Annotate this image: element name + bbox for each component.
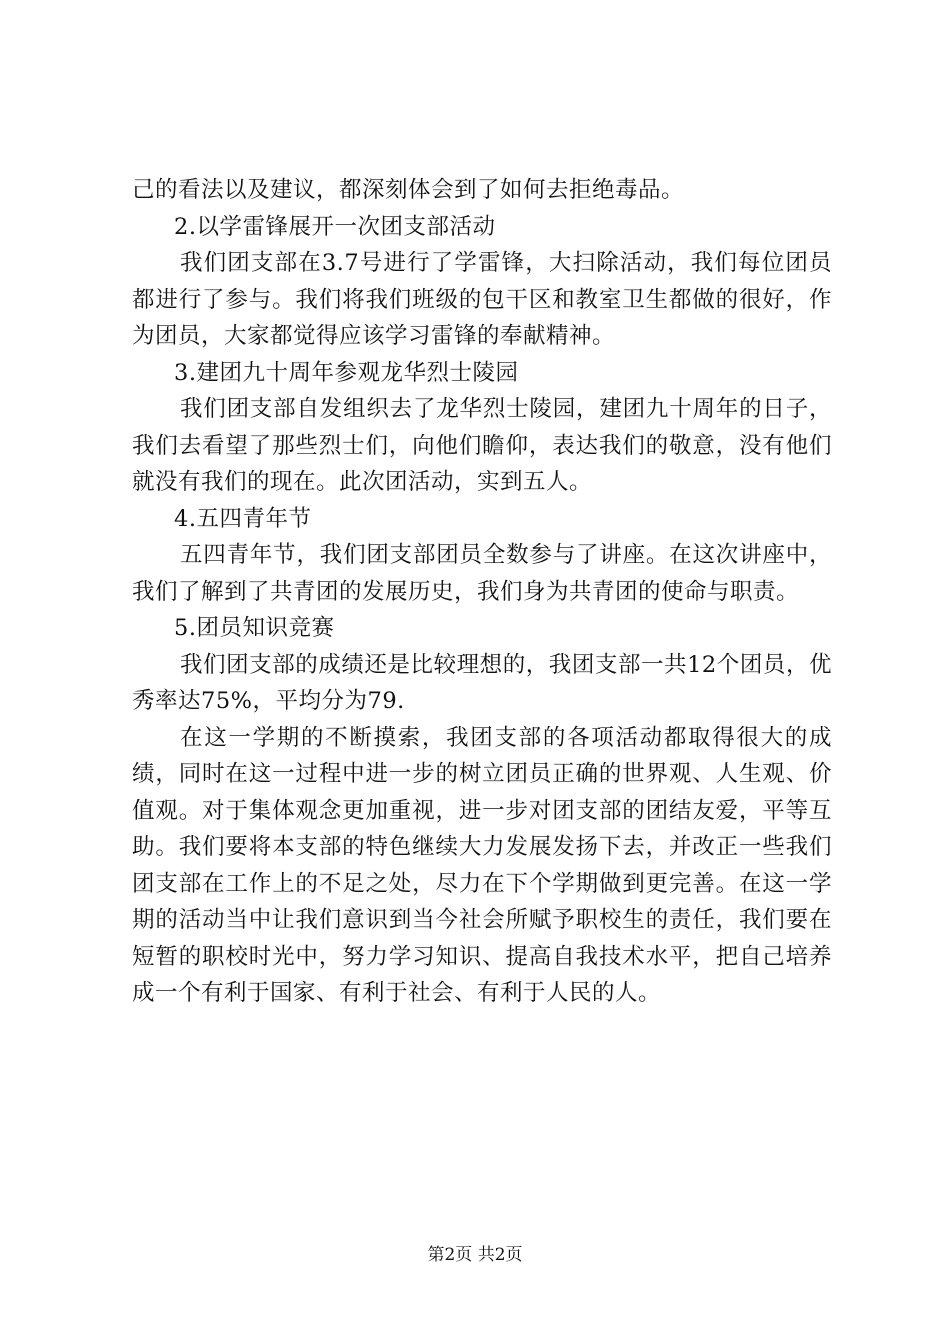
section-heading-4: 4.五四青年节 — [174, 505, 312, 532]
section-paragraph-3: 我们团支部自发组织去了龙华烈士陵园，建团九十周年的日子，我们去看望了那些烈士们，向他们瞻仰，表达我们的敬意，没有他们就没有我们的现在。此次团活动，实到五人。 — [132, 396, 832, 495]
section-heading-5: 5.团员知识竞赛 — [174, 615, 335, 641]
section-paragraph-5: 我们团支部的成绩还是比较理想的，我团支部一共12个团员，优秀率达75%，平均分为79. — [132, 651, 832, 714]
section-heading-3: 3.建团九十周年参观龙华烈士陵园 — [174, 359, 519, 386]
continuation-paragraph: 己的看法以及建议，都深刻体会到了如何去拒绝毒品。 — [132, 177, 685, 203]
section-paragraph-4: 五四青年节，我们团支部团员全数参与了讲座。在这次讲座中，我们了解到了共青团的发展历史，我们身为共青团的使命与职责。 — [132, 542, 832, 605]
document-body — [132, 172, 832, 1012]
summary-paragraph: 在这一学期的不断摸索，我团支部的各项活动都取得很大的成绩，同时在这一过程中进一步的树立团员正确的世界观、人生观、价值观。对于集体观念更加重视，进一步对团支部的团结友爱，平等互助。我们要将本支部的特色继续大力发展发扬下去，并改正一些我们团支部在工作上的不足之处，尽力在下个学期做到更完善。在这一学期的活动当中让我们意识到当今社会所赋予职校生的责任，我们要在短暂的职校时光中，努力学习知识、提高自我技术水平，把自己培养成一个有利于国家、有利于社会、有利于人民的人。 — [132, 724, 832, 1006]
section-paragraph-2: 我们团支部在3.7号进行了学雷锋，大扫除活动，我们每位团员都进行了参与。我们将我们班级的包干区和教室卫生都做的很好，作为团员，大家都觉得应该学习雷锋的奉献精神。 — [132, 250, 832, 349]
section-heading-2: 2.以学雷锋展开一次团支部活动 — [174, 213, 496, 240]
page-number-footer: 第2页 共2页 — [427, 1245, 523, 1265]
